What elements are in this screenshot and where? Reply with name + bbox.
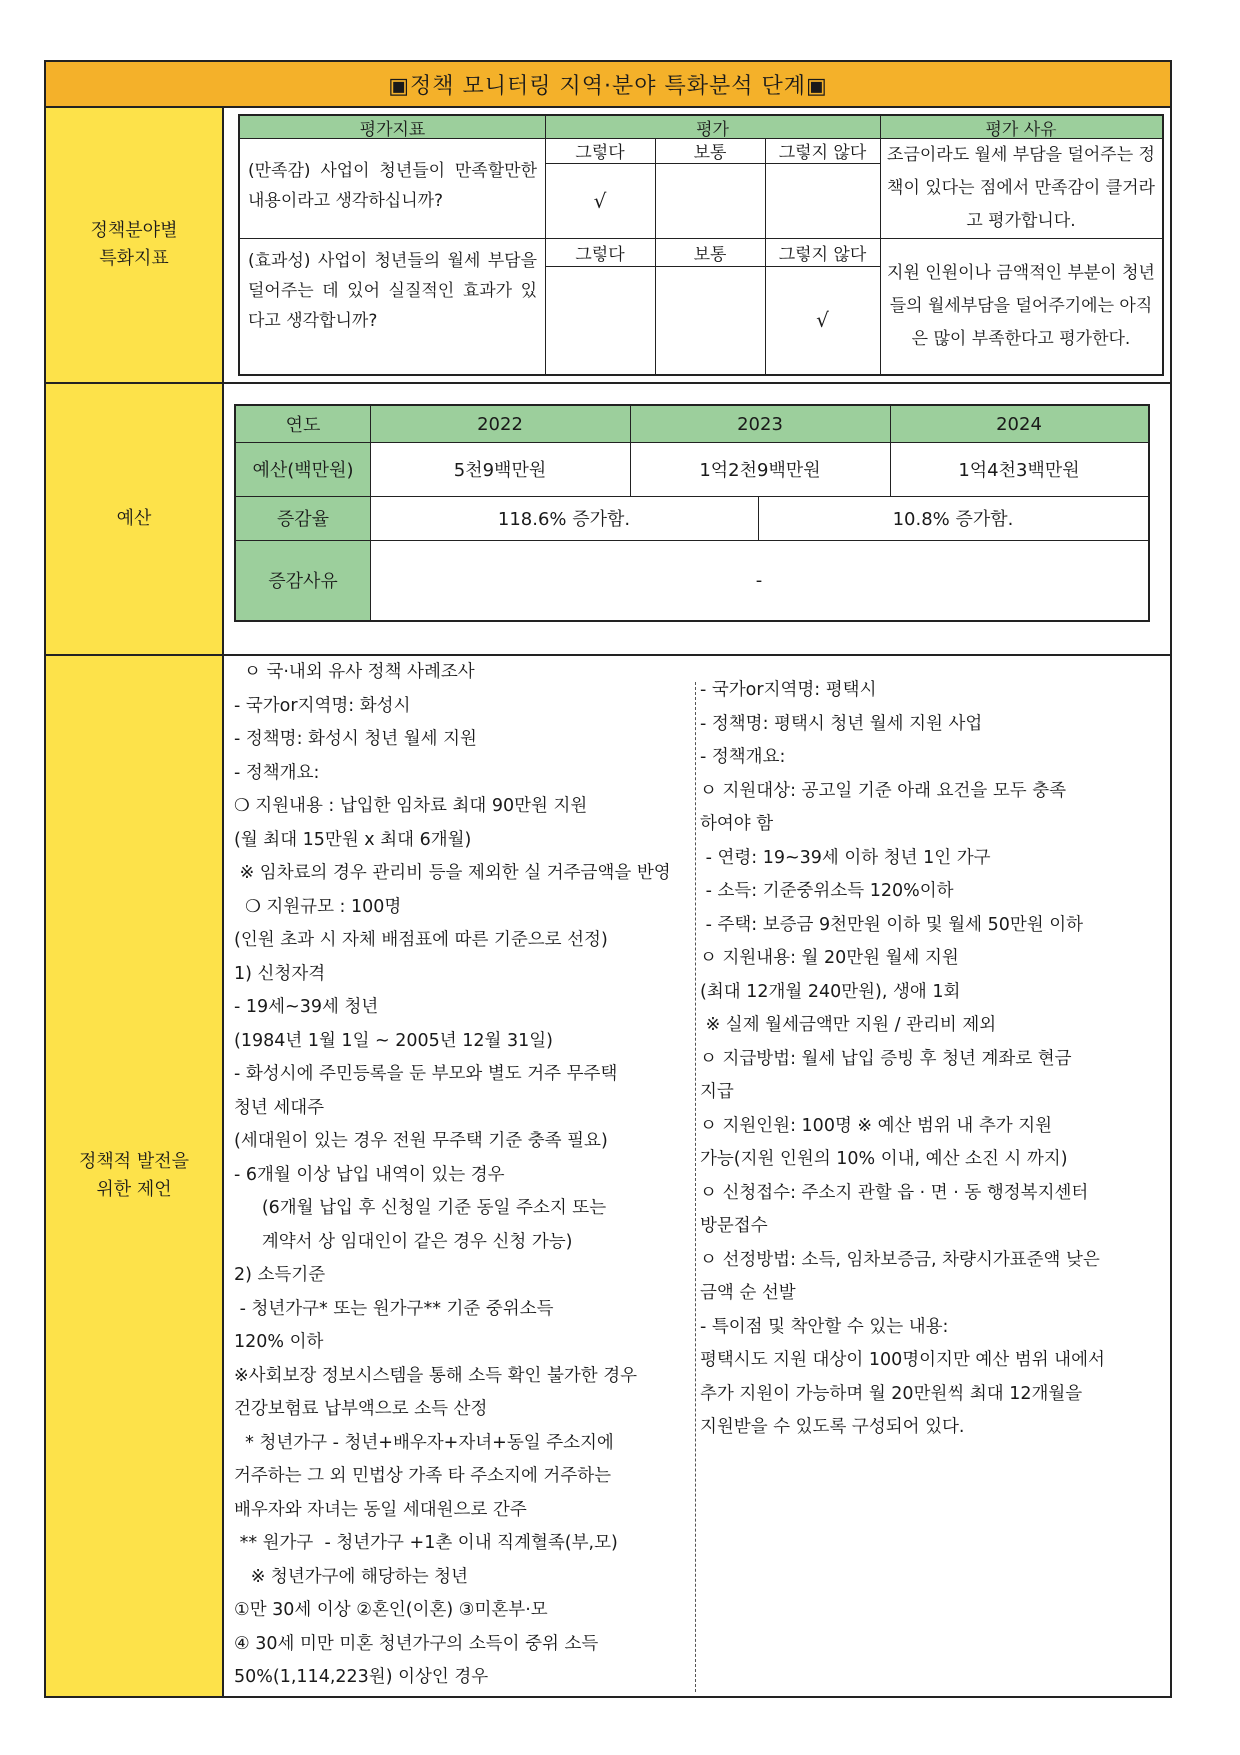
section-label-budget-text: 예산 (116, 508, 152, 529)
section-label-proposal-text: 정책적 발전을 위한 제언 (78, 1151, 190, 1200)
grid-line (240, 238, 1162, 239)
grid-line (630, 406, 631, 496)
year-2023: 2023 (630, 406, 890, 442)
year-2024: 2024 (890, 406, 1148, 442)
text-line: - 정책명: 평택시 청년 월세 지원 사업 (700, 713, 983, 734)
rate-2023: 118.6% 증가함. (497, 509, 631, 530)
text-line: 1) 신청자격 (234, 963, 326, 984)
text-line: ** 원가구 - 청년가구 +1촌 이내 직계혈족(부,모) (234, 1533, 618, 1553)
grid-line (765, 138, 766, 374)
reason-effectiveness: 지원 인원이나 금액적인 부분이 청년들의 월세부담을 덜어주기에는 아직은 많이 부족한다고 평가한다. (887, 262, 1155, 349)
text-line: ㅇ 선정방법: 소득, 임차보증금, 차량시가표준액 낮은 (700, 1249, 1100, 1270)
case-study-pyeongtaek (700, 674, 1200, 1445)
amount-2024: 1억4천3백만원 (958, 460, 1080, 481)
grid-line (236, 496, 1148, 497)
amount-label: 예산(백만원) (236, 442, 370, 496)
text-line: 금액 순 선발 (700, 1283, 796, 1303)
page-title: ▣정책 모니터링 지역·분야 특화분석 단계▣ (46, 62, 1170, 108)
grid-line (370, 406, 371, 620)
text-line: 방문접수 (700, 1216, 768, 1236)
text-line: - 국가or지역명: 화성시 (234, 695, 411, 716)
section-label-budget (46, 384, 224, 654)
grid-line (240, 138, 1162, 139)
rate-label: 증감율 (236, 496, 370, 540)
text-line: ①만 30세 이상 ②혼인(이혼) ③미혼부·모 (234, 1600, 548, 1620)
text-line: ※ 임차료의 경우 관리비 등을 제외한 실 거주금액을 반영 (234, 863, 671, 883)
text-line: (1984년 1월 1일 ~ 2005년 12월 31일) (234, 1030, 554, 1051)
text-line: 거주하는 그 외 민법상 가족 타 주소지에 거주하는 (234, 1466, 612, 1486)
text-line: - 정책개요: (234, 762, 320, 783)
rate-2024: 10.8% 증가함. (892, 509, 1014, 530)
text-line: - 정책명: 화성시 청년 월세 지원 (234, 729, 477, 749)
grid-line (545, 116, 546, 374)
text-line: - 국가or지역명: 평택시 (700, 680, 877, 700)
text-line: 추가 지원이 가능하며 월 20만원씩 최대 12개월을 (700, 1383, 1083, 1404)
policy-monitoring-form (44, 60, 1172, 1698)
case-study-heading: ㅇ 국·내외 유사 정책 사례조사 (244, 662, 475, 682)
year-2022: 2022 (370, 406, 630, 442)
text-line: (최대 12개월 240만원), 생애 1회 (700, 981, 961, 1002)
text-line: ❍ 지원내용 : 납입한 임차료 최대 90만원 지원 (234, 796, 588, 816)
question-satisfaction: (만족감) 사업이 청년들이 만족할만한 내용이라고 생각하십니까? (248, 161, 537, 211)
text-line: - 정책개요: (700, 747, 786, 767)
text-line: ㅇ 지급방법: 월세 납입 증빙 후 청년 계좌로 현금 (700, 1048, 1072, 1069)
header-evaluation: 평가 (545, 116, 880, 138)
text-line: ※ 청년가구에 해당하는 청년 (234, 1566, 468, 1587)
grid-line (758, 496, 759, 540)
text-line: 지원받을 수 있도록 구성되어 있다. (700, 1417, 965, 1437)
header-indicator: 평가지표 (240, 116, 545, 138)
text-line: - 연령: 19~39세 이하 청년 1인 가구 (700, 847, 991, 868)
text-line: - 청년가구* 또는 원가구** 기준 중위소득 (234, 1298, 554, 1319)
check-mark: √ (593, 188, 607, 213)
text-line: - 19세~39세 청년 (234, 997, 379, 1017)
grid-line (236, 540, 1148, 541)
option-yes: 그렇다 (575, 143, 625, 163)
text-line: 지급 (700, 1082, 734, 1102)
case-study-hwaseong (234, 656, 734, 1695)
text-line: (월 최대 15만원 x 최대 6개월) (234, 829, 472, 850)
text-line: ㅇ 지원내용: 월 20만원 월세 지원 (700, 948, 959, 968)
text-line: 건강보험료 납부액으로 소득 산정 (234, 1399, 488, 1419)
text-line: 청년 세대주 (234, 1097, 325, 1118)
header-reason: 평가 사유 (880, 116, 1162, 138)
text-line: ※사회보장 정보시스템을 통해 소득 확인 불가한 경우 (234, 1365, 638, 1386)
section-label-proposal (46, 656, 224, 1696)
text-line: 가능(지원 인원의 10% 이내, 예산 소진 시 까지) (700, 1149, 1068, 1169)
text-line: - 화성시에 주민등록을 둔 부모와 별도 거주 무주택 (234, 1064, 618, 1084)
reason-label: 증감사유 (236, 540, 370, 620)
year-label: 연도 (236, 406, 370, 442)
text-line: * 청년가구 - 청년+배우자+자녀+동일 주소지에 (234, 1432, 614, 1453)
text-line: ④ 30세 미만 미혼 청년가구의 소득이 중위 소득 (234, 1633, 599, 1654)
grid-line (545, 163, 880, 164)
reason-value: - (755, 569, 763, 591)
grid-line (655, 138, 656, 374)
amount-2022: 5천9백만원 (453, 460, 547, 481)
question-effectiveness: (효과성) 사업이 청년들의 월세 부담을 덜어주는 데 있어 실질적인 효과가 있다고 생각합니까? (248, 251, 537, 331)
grid-line (880, 116, 881, 374)
text-line: (세대원이 있는 경우 전원 무주택 기준 충족 필요) (234, 1131, 608, 1151)
text-line: ㅇ 지원대상: 공고일 기준 아래 요건을 모두 충족 (700, 780, 1067, 801)
text-line: - 6개월 이상 납입 내역이 있는 경우 (234, 1164, 505, 1185)
section-label-indicator-text: 정책분야별 특화지표 (90, 220, 178, 269)
text-line: - 소득: 기준중위소득 120%이하 (700, 881, 954, 901)
check-mark: √ (816, 308, 829, 332)
text-line: 하여야 함 (700, 814, 774, 834)
text-line: - 특이점 및 착안할 수 있는 내용: (700, 1316, 949, 1337)
amount-2023: 1억2천9백만원 (699, 460, 821, 481)
option-yes: 그렇다 (575, 244, 625, 265)
text-line: (6개월 납입 후 신청일 기준 동일 주소지 또는 (234, 1198, 607, 1218)
text-line: (인원 초과 시 자체 배점표에 따른 기준으로 선정) (234, 930, 608, 950)
text-line: 배우자와 자녀는 동일 세대원으로 간주 (234, 1499, 527, 1520)
reason-satisfaction: 조금이라도 월세 부담을 덜어주는 정책이 있다는 점에서 만족감이 클거라고 평가합니다. (887, 144, 1155, 231)
option-neutral: 보통 (693, 143, 727, 163)
option-neutral: 보통 (693, 244, 727, 265)
budget-table (234, 404, 1150, 622)
evaluation-table (238, 114, 1164, 376)
grid-line (545, 266, 880, 267)
text-line: 120% 이하 (234, 1332, 324, 1352)
text-line: 50%(1,114,223원) 이상인 경우 (234, 1667, 489, 1687)
grid-line (890, 406, 891, 496)
text-line: ㅇ 신청접수: 주소지 관할 읍 · 면 · 동 행정복지센터 (700, 1182, 1089, 1203)
text-line: - 주택: 보증금 9천만원 이하 및 월세 50만원 이하 (700, 914, 1084, 935)
section-label-indicator (46, 108, 224, 382)
text-line: 계약서 상 임대인이 같은 경우 신청 가능) (234, 1231, 573, 1252)
option-no: 그렇지 않다 (778, 143, 867, 163)
text-line: 평택시도 지원 대상이 100명이지만 예산 범위 내에서 (700, 1350, 1105, 1370)
grid-line (236, 442, 1148, 443)
option-no: 그렇지 않다 (778, 244, 867, 265)
text-line: ㅇ 지원인원: 100명 ※ 예산 범위 내 추가 지원 (700, 1115, 1053, 1136)
text-line: 2) 소득기준 (234, 1265, 326, 1285)
text-line: ※ 실제 월세금액만 지원 / 관리비 제외 (700, 1015, 997, 1035)
text-line: ❍ 지원규모 : 100명 (234, 896, 402, 917)
